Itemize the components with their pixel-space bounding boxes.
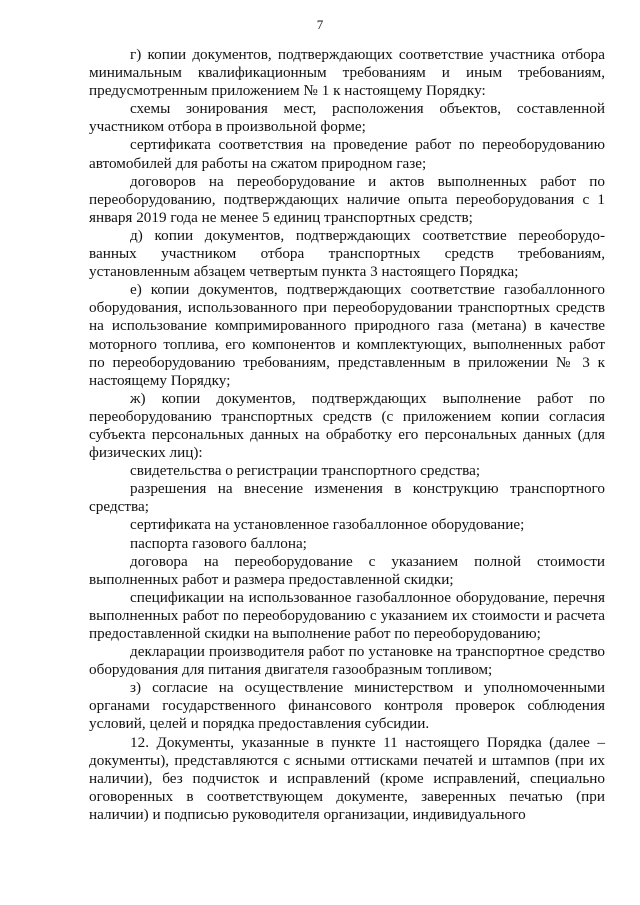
document-body (89, 46, 605, 824)
paragraph-registration-certificate: свидетельства о регистрации транспортного средства; (130, 462, 481, 480)
paragraph-d-copies-vehicles: д) копии документов, подтверждающих соответствие переоборудованных участником отбора транспортных средств требованиям, установленным абзацем четвертым пункта 3 настоящего Порядка; (89, 226, 605, 281)
paragraph-zh-copies-works: ж) копии документов, подтверждающих выполнение работ по переоборудованию транспортных средств (с приложением копии согласия субъекта персональных данных на обработку его персональных данных (для физических лиц): (89, 389, 605, 462)
paragraph-12-documents: 12. Документы, указанные в пункте 11 настоящего Порядка (далее – документы), представляются с ясными оттисками печатей и штампов (при их наличии), без подчисток и исправлений (кроме исправлений, специально оговоренных в соответствующем документе, заверенных печатью (при наличии) и подписью руководителя организации, индивидуального (89, 733, 605, 823)
paragraph-design-change-permit: разрешения на внесение изменения в конструкцию транспортного средства; (89, 480, 605, 516)
paragraph-equipment-certificate: сертификата на установленное газобаллонное оборудование; (130, 516, 525, 534)
page-number: 7 (316, 17, 324, 32)
paragraph-zoning-scheme: схемы зонирования мест, расположения объектов, составленной участником отбора в произвольной форме; (89, 100, 605, 136)
paragraph-g-copies-qualification: г) копии документов, подтверждающих соответствие участника отбора минимальным квалификационным требованиям и иным требованиям, предусмотренным приложением № 1 к настоящему Порядку: (89, 46, 605, 100)
paragraph-manufacturer-declaration: декларации производителя работ по установке на транспортное средство оборудования для питания двигателя газообразным топливом; (89, 643, 605, 679)
paragraph-conversion-contracts: договоров на переоборудование и актов выполненных работ по переоборудованию, подтверждающих наличие опыта переоборудования с 1 января 2019 года не менее 5 единиц транспортных средств; (89, 172, 605, 226)
paragraph-conversion-contract-cost: договора на переоборудование с указанием полной стоимости выполненных работ и размера предоставленной скидки; (89, 552, 605, 588)
paragraph-cylinder-passport: паспорта газового баллона; (130, 534, 307, 552)
paragraph-equipment-specification: спецификации на использованное газобаллонное оборудование, перечня выполненных работ по переоборудованию с указанием их стоимости и расчета предоставленной скидки на выполнение работ по переоборудованию; (89, 588, 605, 642)
paragraph-conformity-certificate: сертификата соответствия на проведение работ по переоборудованию автомобилей для работы на сжатом природном газе; (89, 136, 605, 172)
paragraph-z-consent-audits: з) согласие на осуществление министерством и уполномоченными органами государственного финансового контроля проверок соблюдения условий, целей и порядка предоставления субсидии. (89, 679, 605, 733)
paragraph-e-copies-gas-equipment: е) копии документов, подтверждающих соответствие газобаллонного оборудования, использованного при переоборудовании транспортных средств на использование компримированного природного газа (метана) в качестве моторного топлива, его компонентов и комплектующих, выполненных работ по переоборудованию требованиям, представленным в приложении № 3 к настоящему Порядку; (89, 281, 605, 389)
